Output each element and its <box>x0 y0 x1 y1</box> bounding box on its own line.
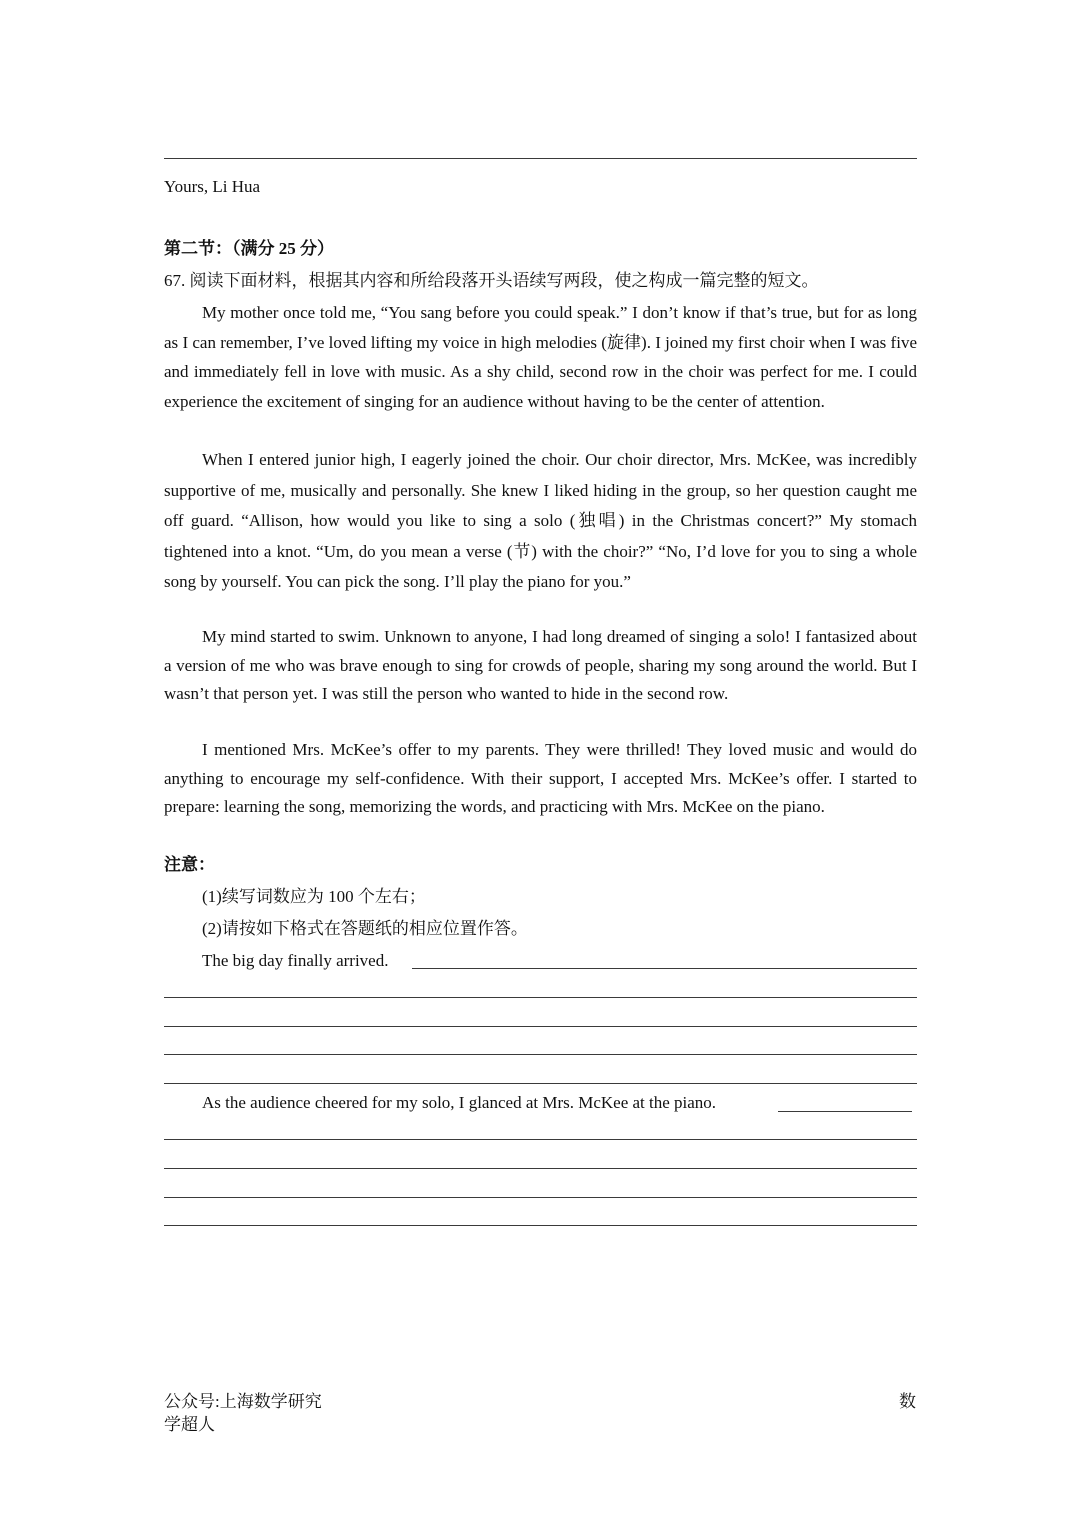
note-item-2: (2)请按如下格式在答题纸的相应位置作答。 <box>202 919 528 938</box>
footer-left <box>164 1390 322 1436</box>
writing-line[interactable] <box>164 1197 917 1198</box>
writing-line[interactable] <box>164 1054 917 1055</box>
writing-line[interactable] <box>164 1026 917 1027</box>
passage-paragraph-4: I mentioned Mrs. McKee’s offer to my parents. They were thrilled! They loved music and would do anything to encourage my self-confidence. With their support, I accepted Mrs. McKee’s offer. I started to prepare: learning the song, memorizing the words, and practicing with Mrs. McKee on the piano. <box>164 740 917 817</box>
second-paragraph-opening: As the audience cheered for my solo, I glanced at Mrs. McKee at the piano. <box>202 1093 717 1112</box>
notes-label: 注意： <box>164 855 215 874</box>
first-paragraph-opening: The big day finally arrived. <box>202 951 389 970</box>
exam-page <box>164 0 917 1527</box>
section-heading: 第二节：（满分 25 分） <box>164 239 334 258</box>
letter-closing: Yours, Li Hua <box>164 177 261 196</box>
footer-right: 数 <box>899 1392 916 1411</box>
writing-line[interactable] <box>778 1111 912 1112</box>
writing-line[interactable] <box>164 1139 917 1140</box>
passage-paragraph-1: My mother once told me, “You sang before you could speak.” I don’t know if that’s true, but for as long as I can remember, I’ve loved lifting my voice in high melodies (旋律). I joined my first choir when I was five and immediately fell in love with music. As a shy child, second row in the choir was perfect for me. I could experience the excitement of singing for an audience without having to be the center of attention. <box>164 303 917 411</box>
writing-line[interactable] <box>164 1083 917 1084</box>
writing-line[interactable] <box>164 997 917 998</box>
writing-line[interactable] <box>164 1168 917 1169</box>
writing-line[interactable] <box>164 1225 917 1226</box>
passage-paragraph-2: When I entered junior high, I eagerly joined the choir. Our choir director, Mrs. McKee, was incredibly supportive of me, musically and personally. She knew I liked hiding in the group, so her question caught me off guard. “Allison, how would you like to sing a solo (独唱) in the Christmas concert?” My stomach tightened into a knot. “Um, do you mean a verse (节) with the choir?” “No, I’d love for you to sing a whole song by yourself. You can pick the song. I’ll play the piano for you.” <box>164 450 917 591</box>
answer-line <box>164 158 917 159</box>
note-item-1: (1)续写词数应为 100 个左右； <box>202 887 426 906</box>
writing-line[interactable] <box>412 968 917 969</box>
footer-left-line2: 学超人 <box>164 1415 215 1434</box>
footer-left-line1: 公众号:上海数学研究 <box>164 1392 322 1411</box>
task-instruction: 67. 阅读下面材料，根据其内容和所给段落开头语续写两段，使之构成一篇完整的短文。 <box>164 271 819 290</box>
passage-paragraph-3: My mind started to swim. Unknown to anyone, I had long dreamed of singing a solo! I fantasized about a version of me who was brave enough to sing for crowds of people, sharing my song around the world. But I wasn’t that person yet. I was still the person who wanted to hide in the second row. <box>164 627 917 704</box>
